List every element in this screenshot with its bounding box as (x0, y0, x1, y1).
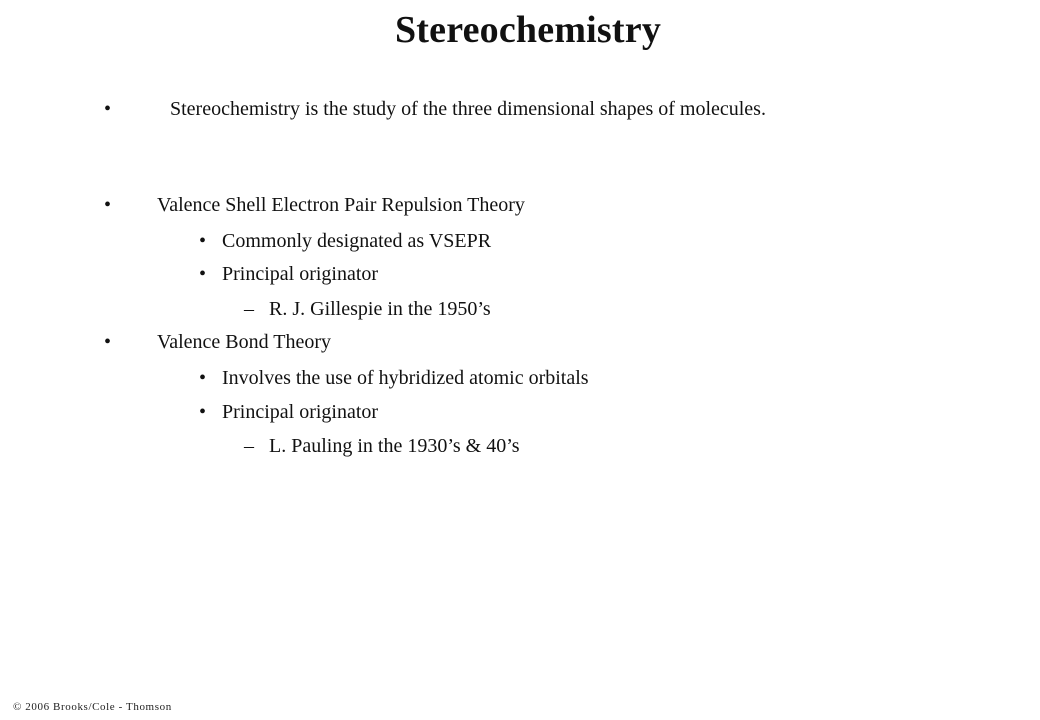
sub-sub-item-text: R. J. Gillespie in the 1950’s (269, 298, 491, 320)
list-item-text: Valence Bond Theory (157, 331, 332, 353)
copyright-footer: © 2006 Brooks/Cole - Thomson (13, 701, 172, 713)
sub-item-text: Involves the use of hybridized atomic orbitals (222, 367, 589, 389)
sub-sub-item-dash: – (244, 435, 254, 457)
sub-item-bullet: • (199, 230, 207, 252)
list-item-bullet: • (104, 194, 112, 216)
sub-item-bullet: • (199, 263, 207, 285)
sub-item-text: Principal originator (222, 401, 379, 423)
sub-sub-item-dash: – (244, 298, 254, 320)
sub-item-text: Principal originator (222, 263, 379, 285)
sub-item-bullet: • (199, 401, 207, 423)
list-item-text: Valence Shell Electron Pair Repulsion Theory (157, 194, 525, 216)
sub-sub-item-text: L. Pauling in the 1930’s & 40’s (269, 435, 520, 457)
intro-bullet: • (104, 98, 112, 120)
slide-title: Stereochemistry (394, 9, 662, 51)
list-item-bullet: • (104, 331, 112, 353)
intro-text: Stereochemistry is the study of the three dimensional shapes of molecules. (170, 98, 766, 120)
sub-item-bullet: • (199, 367, 207, 389)
sub-item-text: Commonly designated as VSEPR (222, 230, 492, 252)
